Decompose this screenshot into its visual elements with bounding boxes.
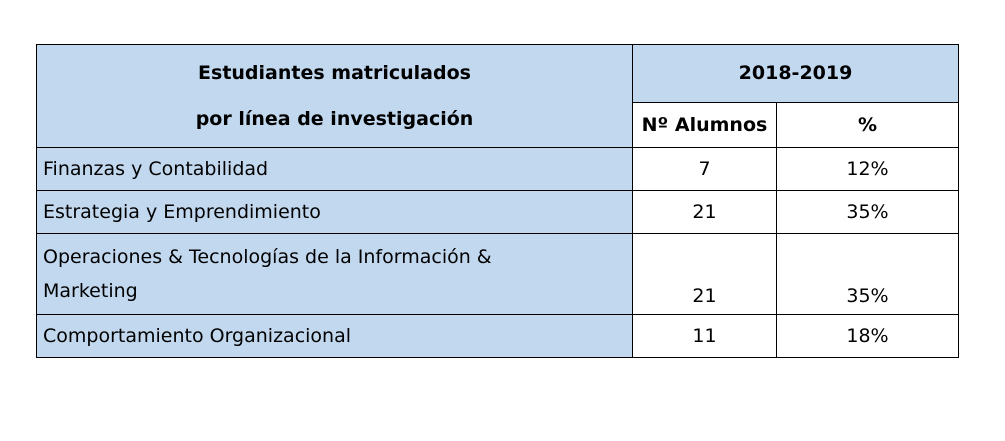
table-row (37, 148, 959, 191)
row-pct-finanzas: 12% (777, 148, 959, 191)
table-row (37, 234, 959, 315)
header-label-line2: por línea de investigación (195, 108, 474, 130)
header-year-cell: 2018-2019 (633, 45, 959, 103)
header-count-cell: Nº Alumnos (633, 103, 777, 148)
row-label-comportamiento: Comportamiento Organizacional (37, 315, 633, 358)
table-header-row (37, 45, 959, 103)
row-count-finanzas: 7 (633, 148, 777, 191)
row-count-operaciones: 21 (633, 234, 777, 315)
row-label-estrategia: Estrategia y Emprendimiento (37, 191, 633, 234)
row-label-operaciones-line1: Operaciones & Tecnologías de la Información & (43, 246, 492, 268)
row-pct-operaciones: 35% (777, 234, 959, 315)
row-label-operaciones (37, 234, 633, 315)
table-row (37, 191, 959, 234)
row-label-operaciones-line2: Marketing (43, 280, 138, 302)
row-pct-comportamiento: 18% (777, 315, 959, 358)
enrollment-table-container (36, 44, 958, 358)
row-count-comportamiento: 11 (633, 315, 777, 358)
header-label-cell (37, 45, 633, 148)
row-count-estrategia: 21 (633, 191, 777, 234)
row-label-finanzas: Finanzas y Contabilidad (37, 148, 633, 191)
row-pct-estrategia: 35% (777, 191, 959, 234)
header-label-line1: Estudiantes matriculados (198, 62, 471, 84)
table-row (37, 315, 959, 358)
header-pct-cell: % (777, 103, 959, 148)
enrollment-table (36, 44, 959, 358)
